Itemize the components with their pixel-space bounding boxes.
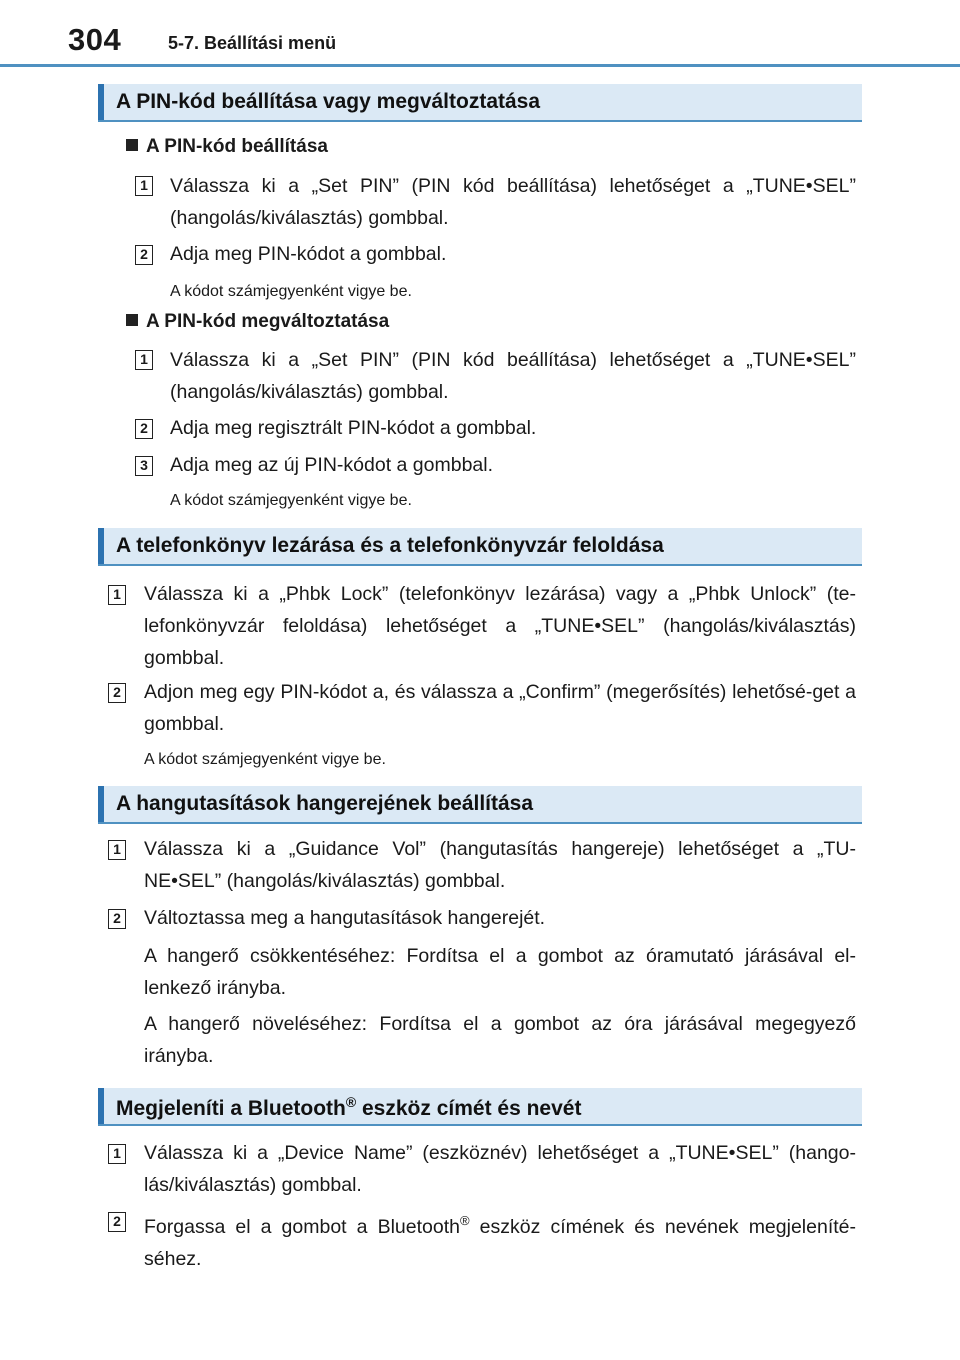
step-text: Adja meg regisztrált PIN-kódot a gombbal. bbox=[170, 417, 537, 439]
page-header bbox=[0, 0, 960, 70]
chapter-title: 5-7. Beállítási menü bbox=[168, 33, 337, 53]
step-text: Válassza ki a „Set PIN” (PIN kód beállítása) lehetőséget a „TUNE•SEL” (hangolás/kiválasztás) gombbal. bbox=[170, 175, 856, 229]
header-rule bbox=[0, 64, 960, 67]
step-text: Válassza ki a „Set PIN” (PIN kód beállítása) lehetőséget a „TUNE•SEL” (hangolás/kiválasztás) gombbal. bbox=[170, 349, 856, 403]
section-accent bbox=[98, 1088, 104, 1124]
step-detail: A hangerő növeléséhez: Fordítsa el a gombot az óra járásával megegyező irányba. bbox=[144, 1013, 856, 1067]
step-number: 2 bbox=[108, 683, 126, 703]
step-text: Forgassa el a gombot a Bluetooth® eszköz címének és nevének megjeleníté-séhez. bbox=[144, 1213, 857, 1270]
step-text: Változtassa meg a hangutasítások hangerejét. bbox=[144, 907, 546, 929]
square-bullet-icon bbox=[126, 314, 138, 326]
section-title: Megjeleníti a Bluetooth® eszköz címét és nevét bbox=[116, 1094, 582, 1120]
section-title: A PIN-kód beállítása vagy megváltoztatása bbox=[116, 90, 541, 113]
step-text: Válassza ki a „Device Name” (eszköznév) lehetőséget a „TUNE•SEL” (hango-lás/kiválasztás) gombbal. bbox=[144, 1142, 856, 1196]
step-note: A kódot számjegyenként vigye be. bbox=[144, 751, 386, 768]
step-text: Adjon meg egy PIN-kódot a, és válassza a „Confirm” (megerősítés) lehetősé-get a gombbal. bbox=[144, 681, 856, 735]
step-text: Adja meg PIN-kódot a gombbal. bbox=[170, 243, 447, 265]
section-title: A hangutasítások hangerejének beállítása bbox=[116, 792, 534, 815]
step-number: 3 bbox=[135, 456, 153, 476]
section-heading-pin bbox=[98, 84, 862, 122]
step-note: A kódot számjegyenként vigye be. bbox=[170, 283, 412, 300]
step-note: A kódot számjegyenként vigye be. bbox=[170, 492, 412, 509]
step-number: 1 bbox=[108, 1144, 126, 1164]
subheading-pin-change: A PIN-kód megváltoztatása bbox=[126, 311, 389, 333]
step-number: 2 bbox=[108, 909, 126, 929]
square-bullet-icon bbox=[126, 139, 138, 151]
step-number: 1 bbox=[108, 585, 126, 605]
step-number: 2 bbox=[108, 1212, 126, 1232]
step-text: Válassza ki a „Guidance Vol” (hangutasítás hangereje) lehetőséget a „TU-NE•SEL” (hangolás/kiválasztás) gombbal. bbox=[144, 838, 856, 892]
step-number: 1 bbox=[108, 840, 126, 860]
step-text: Adja meg az új PIN-kódot a gombbal. bbox=[170, 454, 494, 476]
section-accent bbox=[98, 528, 104, 564]
section-heading-bluetooth bbox=[98, 1088, 862, 1126]
section-accent bbox=[98, 786, 104, 822]
section-accent bbox=[98, 84, 104, 120]
page-number: 304 bbox=[68, 22, 122, 57]
section-heading-phonebook bbox=[98, 528, 862, 566]
section-title: A telefonkönyv lezárása és a telefonkönyvzár feloldása bbox=[116, 534, 664, 557]
subheading-pin-set: A PIN-kód beállítása bbox=[126, 136, 328, 158]
step-number: 1 bbox=[135, 350, 153, 370]
step-number: 2 bbox=[135, 245, 153, 265]
section-heading-guidance-volume bbox=[98, 786, 862, 824]
step-detail: A hangerő csökkentéséhez: Fordítsa el a gombot az óramutató járásával el-lenkező irányba. bbox=[144, 945, 856, 999]
step-number: 2 bbox=[135, 419, 153, 439]
step-number: 1 bbox=[135, 176, 153, 196]
step-text: Válassza ki a „Phbk Lock” (telefonkönyv lezárása) vagy a „Phbk Unlock” (te-lefonkönyvzár feloldása) lehetőséget a „TUNE•SEL” (hangolás/kiválasztás) gombbal. bbox=[144, 583, 856, 669]
